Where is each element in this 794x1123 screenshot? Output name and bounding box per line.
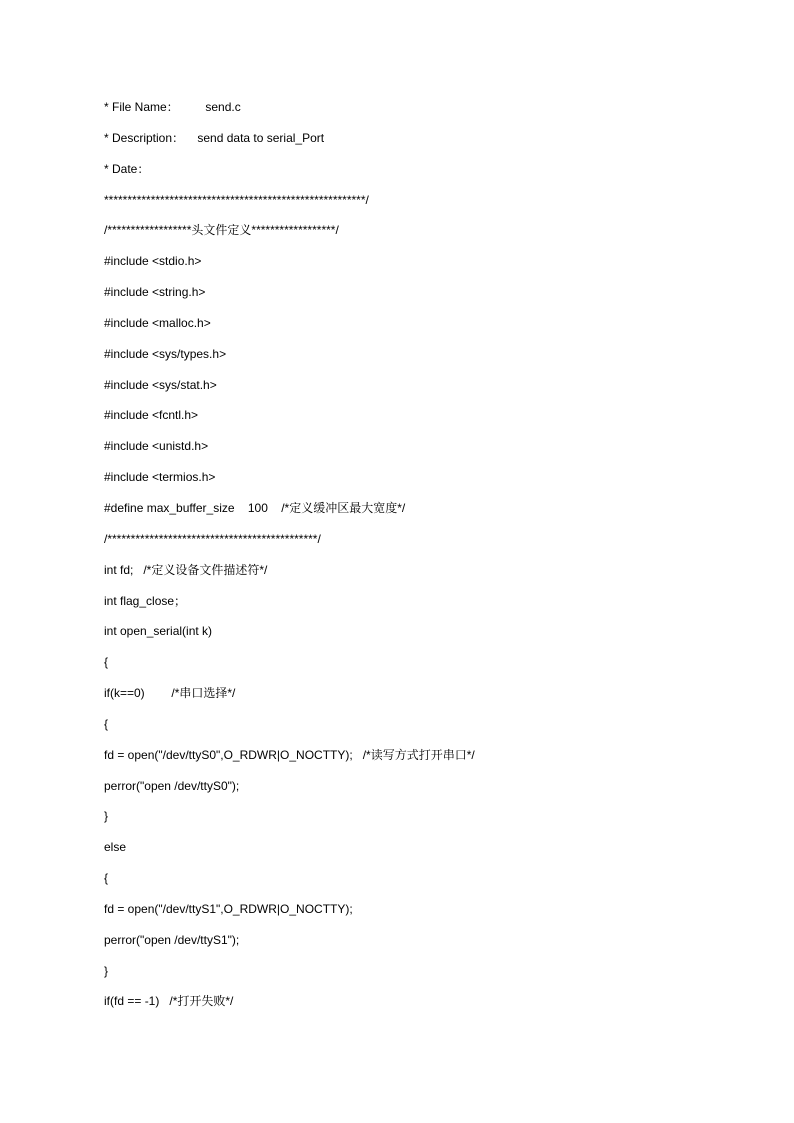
code-line-include-stat: #include <sys/stat.h> <box>104 377 217 392</box>
code-line-int-fd: int fd; /*定义设备文件描述符*/ <box>104 562 268 577</box>
code-line-include-string: #include <string.h> <box>104 285 206 300</box>
code-line-perror-ttys0: perror("open /dev/ttyS0"); <box>104 778 240 793</box>
code-line-brace-close: } <box>104 809 109 824</box>
code-line-description: * Description： send data to serial_Port <box>104 130 325 145</box>
code-line-include-malloc: #include <malloc.h> <box>104 315 211 330</box>
code-line-else: else <box>104 840 127 855</box>
code-listing <box>104 97 475 1022</box>
code-line-include-types: #include <sys/types.h> <box>104 346 227 361</box>
code-line-open-ttys1: fd = open("/dev/ttyS1",O_RDWR|O_NOCTTY); <box>104 901 353 916</box>
code-line-include-stdio: #include <stdio.h> <box>104 254 202 269</box>
code-line-separator: /*********************************************/ <box>104 531 321 546</box>
code-line-if-k: if(k==0) /*串口选择*/ <box>104 686 236 701</box>
code-line-perror-ttys1: perror("open /dev/ttyS1"); <box>104 932 240 947</box>
code-line-file-name: * File Name： send.c <box>104 100 241 114</box>
code-line-brace-open: { <box>104 716 109 731</box>
code-line-include-unistd: #include <unistd.h> <box>104 439 209 454</box>
code-line-comment-end: ********************************************************/ <box>104 192 369 207</box>
code-line-date: * Date： <box>104 161 150 176</box>
code-line-include-termios: #include <termios.h> <box>104 470 216 485</box>
code-line-header-comment: /******************头文件定义******************/ <box>104 223 339 238</box>
code-line-if-fd-fail: if(fd == -1) /*打开失败*/ <box>104 994 234 1009</box>
code-line-brace-open: { <box>104 655 109 670</box>
code-line-open-ttys0: fd = open("/dev/ttyS0",O_RDWR|O_NOCTTY); /*读写方式打开串口*/ <box>104 747 475 762</box>
code-line-brace-open: { <box>104 871 109 886</box>
code-line-define-buffer: #define max_buffer_size 100 /*定义缓冲区最大宽度*/ <box>104 500 406 515</box>
code-line-open-serial: int open_serial(int k) <box>104 624 213 639</box>
code-line-include-fcntl: #include <fcntl.h> <box>104 408 199 423</box>
code-line-flag-close: int flag_close； <box>104 593 187 608</box>
code-line-brace-close: } <box>104 963 109 978</box>
